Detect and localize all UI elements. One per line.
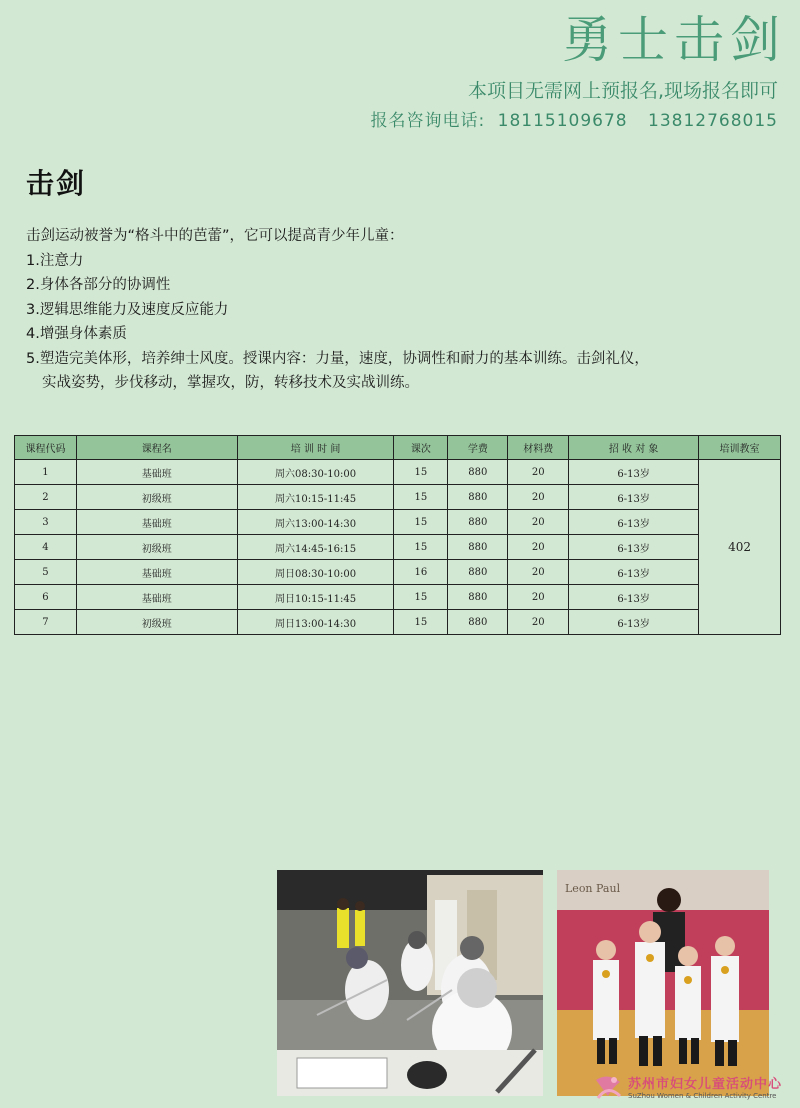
cell-course: 初级班 bbox=[76, 610, 237, 635]
brand-sign: Leon Paul bbox=[565, 882, 621, 895]
cell-time: 周日10:15-11:45 bbox=[237, 585, 394, 610]
col-header-target: 招 收 对 象 bbox=[569, 436, 699, 460]
cell-time: 周六10:15-11:45 bbox=[237, 485, 394, 510]
cell-tuition: 880 bbox=[448, 460, 508, 485]
cell-material: 20 bbox=[508, 535, 569, 560]
logo-icon bbox=[592, 1074, 624, 1104]
benefit-item: 5.塑造完美体形，培养绅士风度。授课内容：力量，速度，协调性和耐力的基本训练。击剑礼仪， bbox=[26, 350, 649, 367]
col-header-code: 课程代码 bbox=[15, 436, 77, 460]
table-row bbox=[15, 510, 781, 535]
phone-label: 报名咨询电话: bbox=[370, 111, 486, 131]
table-row bbox=[15, 585, 781, 610]
schedule-table bbox=[14, 435, 781, 635]
table-row bbox=[15, 535, 781, 560]
organization-logo bbox=[592, 1073, 800, 1104]
phone-line bbox=[370, 108, 778, 134]
cell-course: 初级班 bbox=[76, 485, 237, 510]
benefit-item: 2.身体各部分的协调性 bbox=[26, 277, 171, 293]
intro-line: 击剑运动被誉为“格斗中的芭蕾”，它可以提高青少年儿童： bbox=[26, 228, 404, 244]
cell-time: 周日08:30-10:00 bbox=[237, 560, 394, 585]
table-row bbox=[15, 460, 781, 485]
intro-text bbox=[26, 224, 766, 396]
section-heading: 击剑 bbox=[26, 167, 87, 200]
cell-tuition: 880 bbox=[448, 560, 508, 585]
cell-code: 6 bbox=[15, 585, 77, 610]
cell-material: 20 bbox=[508, 485, 569, 510]
benefit-item: 1.注意力 bbox=[26, 252, 84, 269]
cell-sessions: 15 bbox=[394, 510, 448, 535]
cell-room: 402 bbox=[699, 460, 781, 635]
col-header-room: 培训教室 bbox=[699, 436, 781, 460]
cell-course: 基础班 bbox=[76, 460, 237, 485]
table-header-row bbox=[15, 436, 781, 460]
cell-code: 4 bbox=[15, 535, 77, 560]
cell-target: 6-13岁 bbox=[569, 610, 699, 635]
logo-chinese-name: 苏州市妇女儿童活动中心 bbox=[628, 1076, 783, 1092]
cell-course: 初级班 bbox=[76, 535, 237, 560]
table-row bbox=[15, 560, 781, 585]
benefit-item-continuation: 实战姿势，步伐移动，掌握攻，防，转移技术及实战训练。 bbox=[42, 375, 419, 391]
cell-code: 5 bbox=[15, 560, 77, 585]
table-row bbox=[15, 485, 781, 510]
medal-winners-photo bbox=[557, 870, 769, 1096]
cell-sessions: 15 bbox=[394, 485, 448, 510]
logo-english-name: SuZhou Women & Children Activity Centre bbox=[628, 1091, 777, 1100]
cell-tuition: 880 bbox=[448, 485, 508, 510]
cell-course: 基础班 bbox=[76, 510, 237, 535]
cell-tuition: 880 bbox=[448, 585, 508, 610]
cell-tuition: 880 bbox=[448, 610, 508, 635]
col-header-course: 课程名 bbox=[76, 436, 237, 460]
phone-number-1: 18115109678 bbox=[497, 111, 628, 131]
cell-tuition: 880 bbox=[448, 510, 508, 535]
registration-notice: 本项目无需网上预报名,现场报名即可 bbox=[467, 80, 778, 102]
table-row bbox=[15, 610, 781, 635]
cell-code: 7 bbox=[15, 610, 77, 635]
cell-material: 20 bbox=[508, 610, 569, 635]
cell-sessions: 15 bbox=[394, 535, 448, 560]
cell-target: 6-13岁 bbox=[569, 535, 699, 560]
page-title: 勇士击剑 bbox=[562, 11, 786, 69]
cell-code: 1 bbox=[15, 460, 77, 485]
cell-target: 6-13岁 bbox=[569, 510, 699, 535]
cell-time: 周六14:45-16:15 bbox=[237, 535, 394, 560]
cell-material: 20 bbox=[508, 585, 569, 610]
cell-sessions: 15 bbox=[394, 610, 448, 635]
cell-course: 基础班 bbox=[76, 585, 237, 610]
benefit-item: 4.增强身体素质 bbox=[26, 326, 127, 342]
cell-target: 6-13岁 bbox=[569, 485, 699, 510]
col-header-sessions: 课次 bbox=[394, 436, 448, 460]
col-header-tuition: 学费 bbox=[448, 436, 508, 460]
cell-material: 20 bbox=[508, 510, 569, 535]
fencing-practice-photo bbox=[277, 870, 543, 1096]
cell-target: 6-13岁 bbox=[569, 585, 699, 610]
cell-time: 周六08:30-10:00 bbox=[237, 460, 394, 485]
cell-code: 3 bbox=[15, 510, 77, 535]
cell-sessions: 15 bbox=[394, 585, 448, 610]
cell-time: 周日13:00-14:30 bbox=[237, 610, 394, 635]
cell-sessions: 16 bbox=[394, 560, 448, 585]
cell-material: 20 bbox=[508, 560, 569, 585]
cell-sessions: 15 bbox=[394, 460, 448, 485]
col-header-time: 培 训 时 间 bbox=[237, 436, 394, 460]
cell-time: 周六13:00-14:30 bbox=[237, 510, 394, 535]
cell-course: 基础班 bbox=[76, 560, 237, 585]
phone-number-2: 13812768015 bbox=[648, 111, 778, 131]
cell-target: 6-13岁 bbox=[569, 460, 699, 485]
col-header-material: 材料费 bbox=[508, 436, 569, 460]
cell-tuition: 880 bbox=[448, 535, 508, 560]
cell-target: 6-13岁 bbox=[569, 560, 699, 585]
cell-material: 20 bbox=[508, 460, 569, 485]
benefit-item: 3.逻辑思维能力及速度反应能力 bbox=[26, 301, 229, 318]
cell-code: 2 bbox=[15, 485, 77, 510]
